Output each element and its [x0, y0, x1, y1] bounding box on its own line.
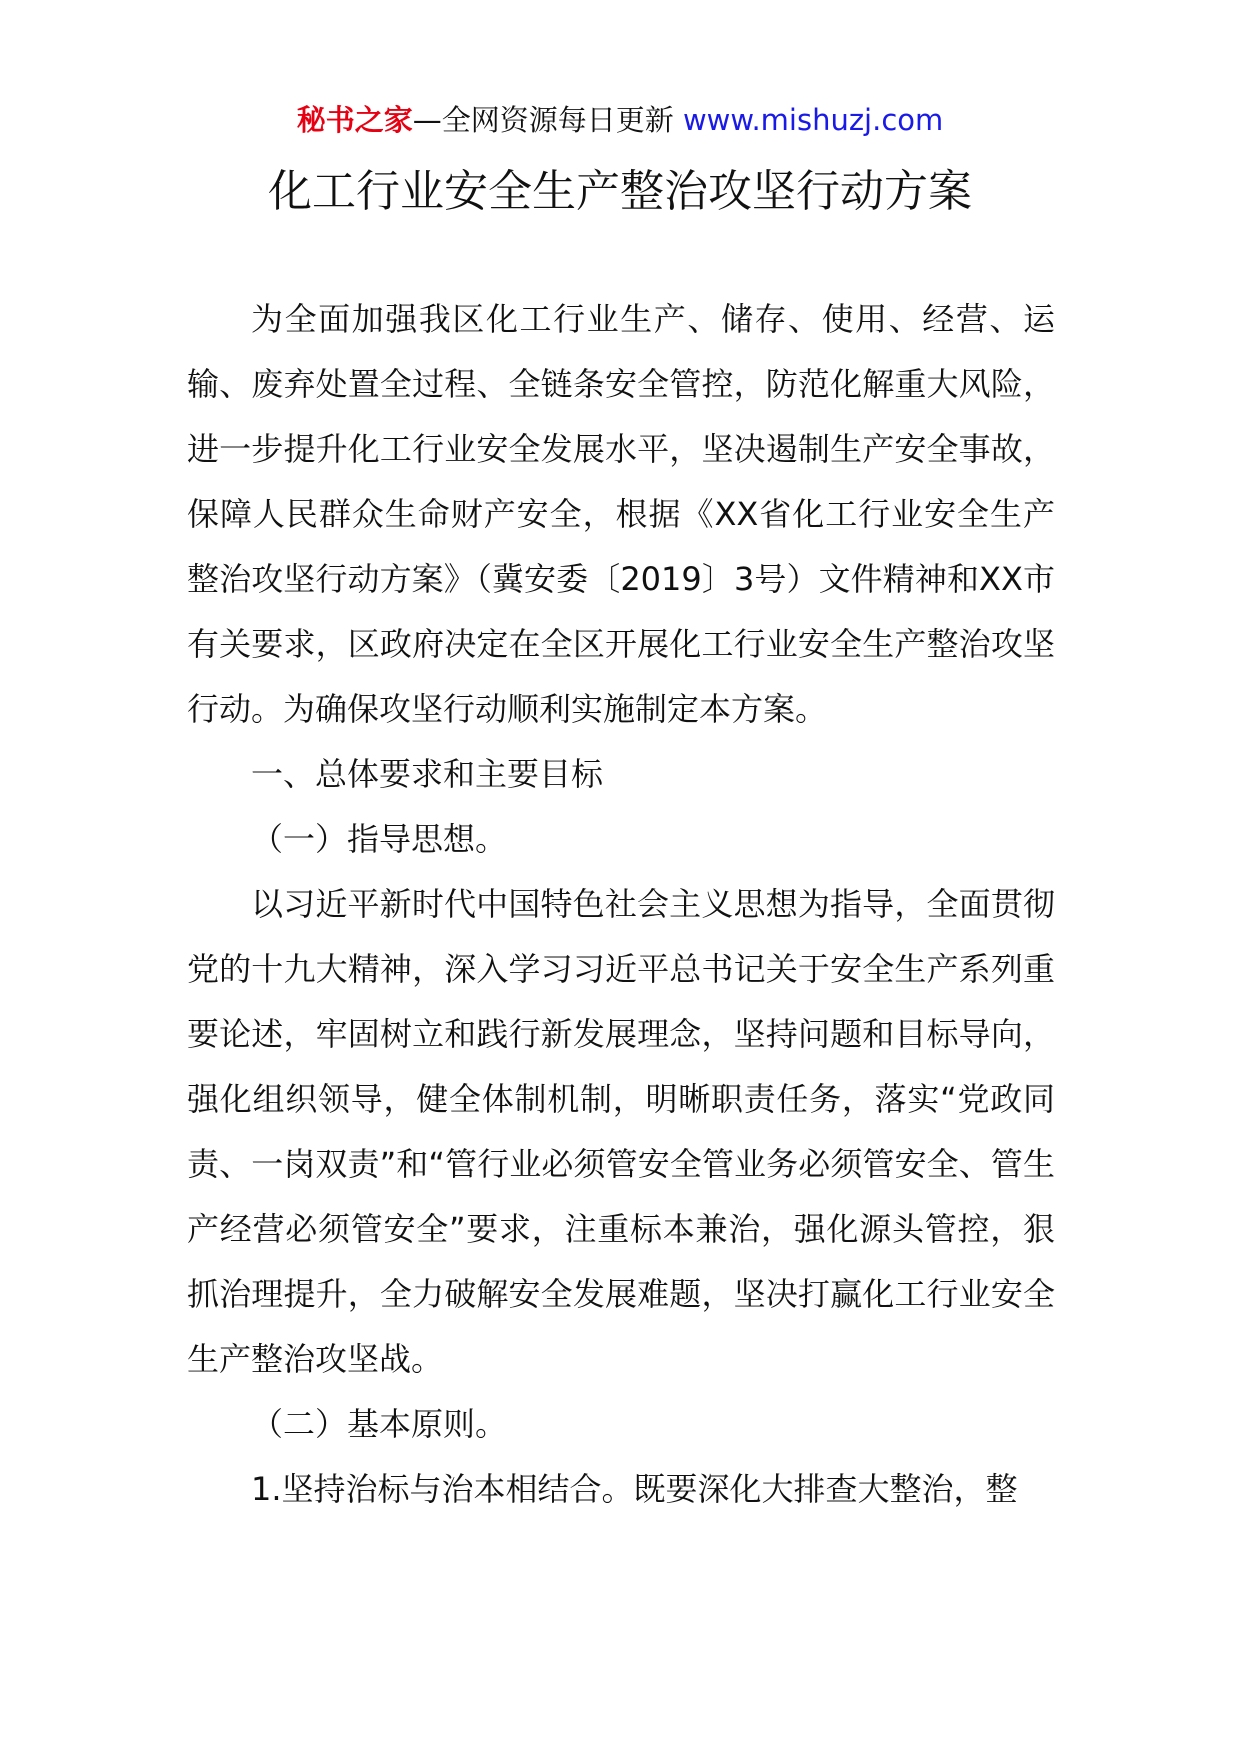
section-heading-1: 一、总体要求和主要目标: [251, 755, 604, 793]
brand-name: 秘书之家: [296, 103, 413, 137]
site-tagline: —全网资源每日更新: [412, 103, 683, 137]
subsection-heading-guiding-ideology: （一）指导思想。: [251, 820, 508, 858]
document-body: [187, 287, 1055, 1522]
document-title: 化工行业安全生产整治攻坚行动方案: [268, 166, 972, 217]
guiding-ideology-paragraph: 以习近平新时代中国特色社会主义思想为指导，全面贯彻党的十九大精神，深入学习习近平总书记关于安全生产系列重要论述，牢固树立和践行新发展理念，坚持问题和目标导向，强化组织领导，健全体制机制，明晰职责任务，落实“党政同责、一岗双责”和“管行业必须管安全管业务必须管安全、管生产经营必须管安全”要求，注重标本兼治，强化源头管控，狠抓治理提升，全力破解安全发展难题，坚决打赢化工行业安全生产整治攻坚战。: [187, 885, 1055, 1378]
principle-1-paragraph: 1.坚持治标与治本相结合。既要深化大排查大整治，整: [251, 1470, 1018, 1508]
intro-paragraph: 为全面加强我区化工行业生产、储存、使用、经营、运输、废弃处置全过程、全链条安全管控，防范化解重大风险，进一步提升化工行业安全发展水平，坚决遏制生产安全事故，保障人民群众生命财产安全，根据《XX省化工行业安全生产整治攻坚行动方案》（冀安委〔2019〕3号）文件精神和XX市有关要求，区政府决定在全区开展化工行业安全生产整治攻坚行动。为确保攻坚行动顺利实施制定本方案。: [187, 300, 1055, 728]
site-header: [0, 100, 1240, 140]
site-url: www.mishuzj.com: [682, 103, 944, 137]
subsection-heading-basic-principles: （二）基本原则。: [251, 1405, 508, 1443]
